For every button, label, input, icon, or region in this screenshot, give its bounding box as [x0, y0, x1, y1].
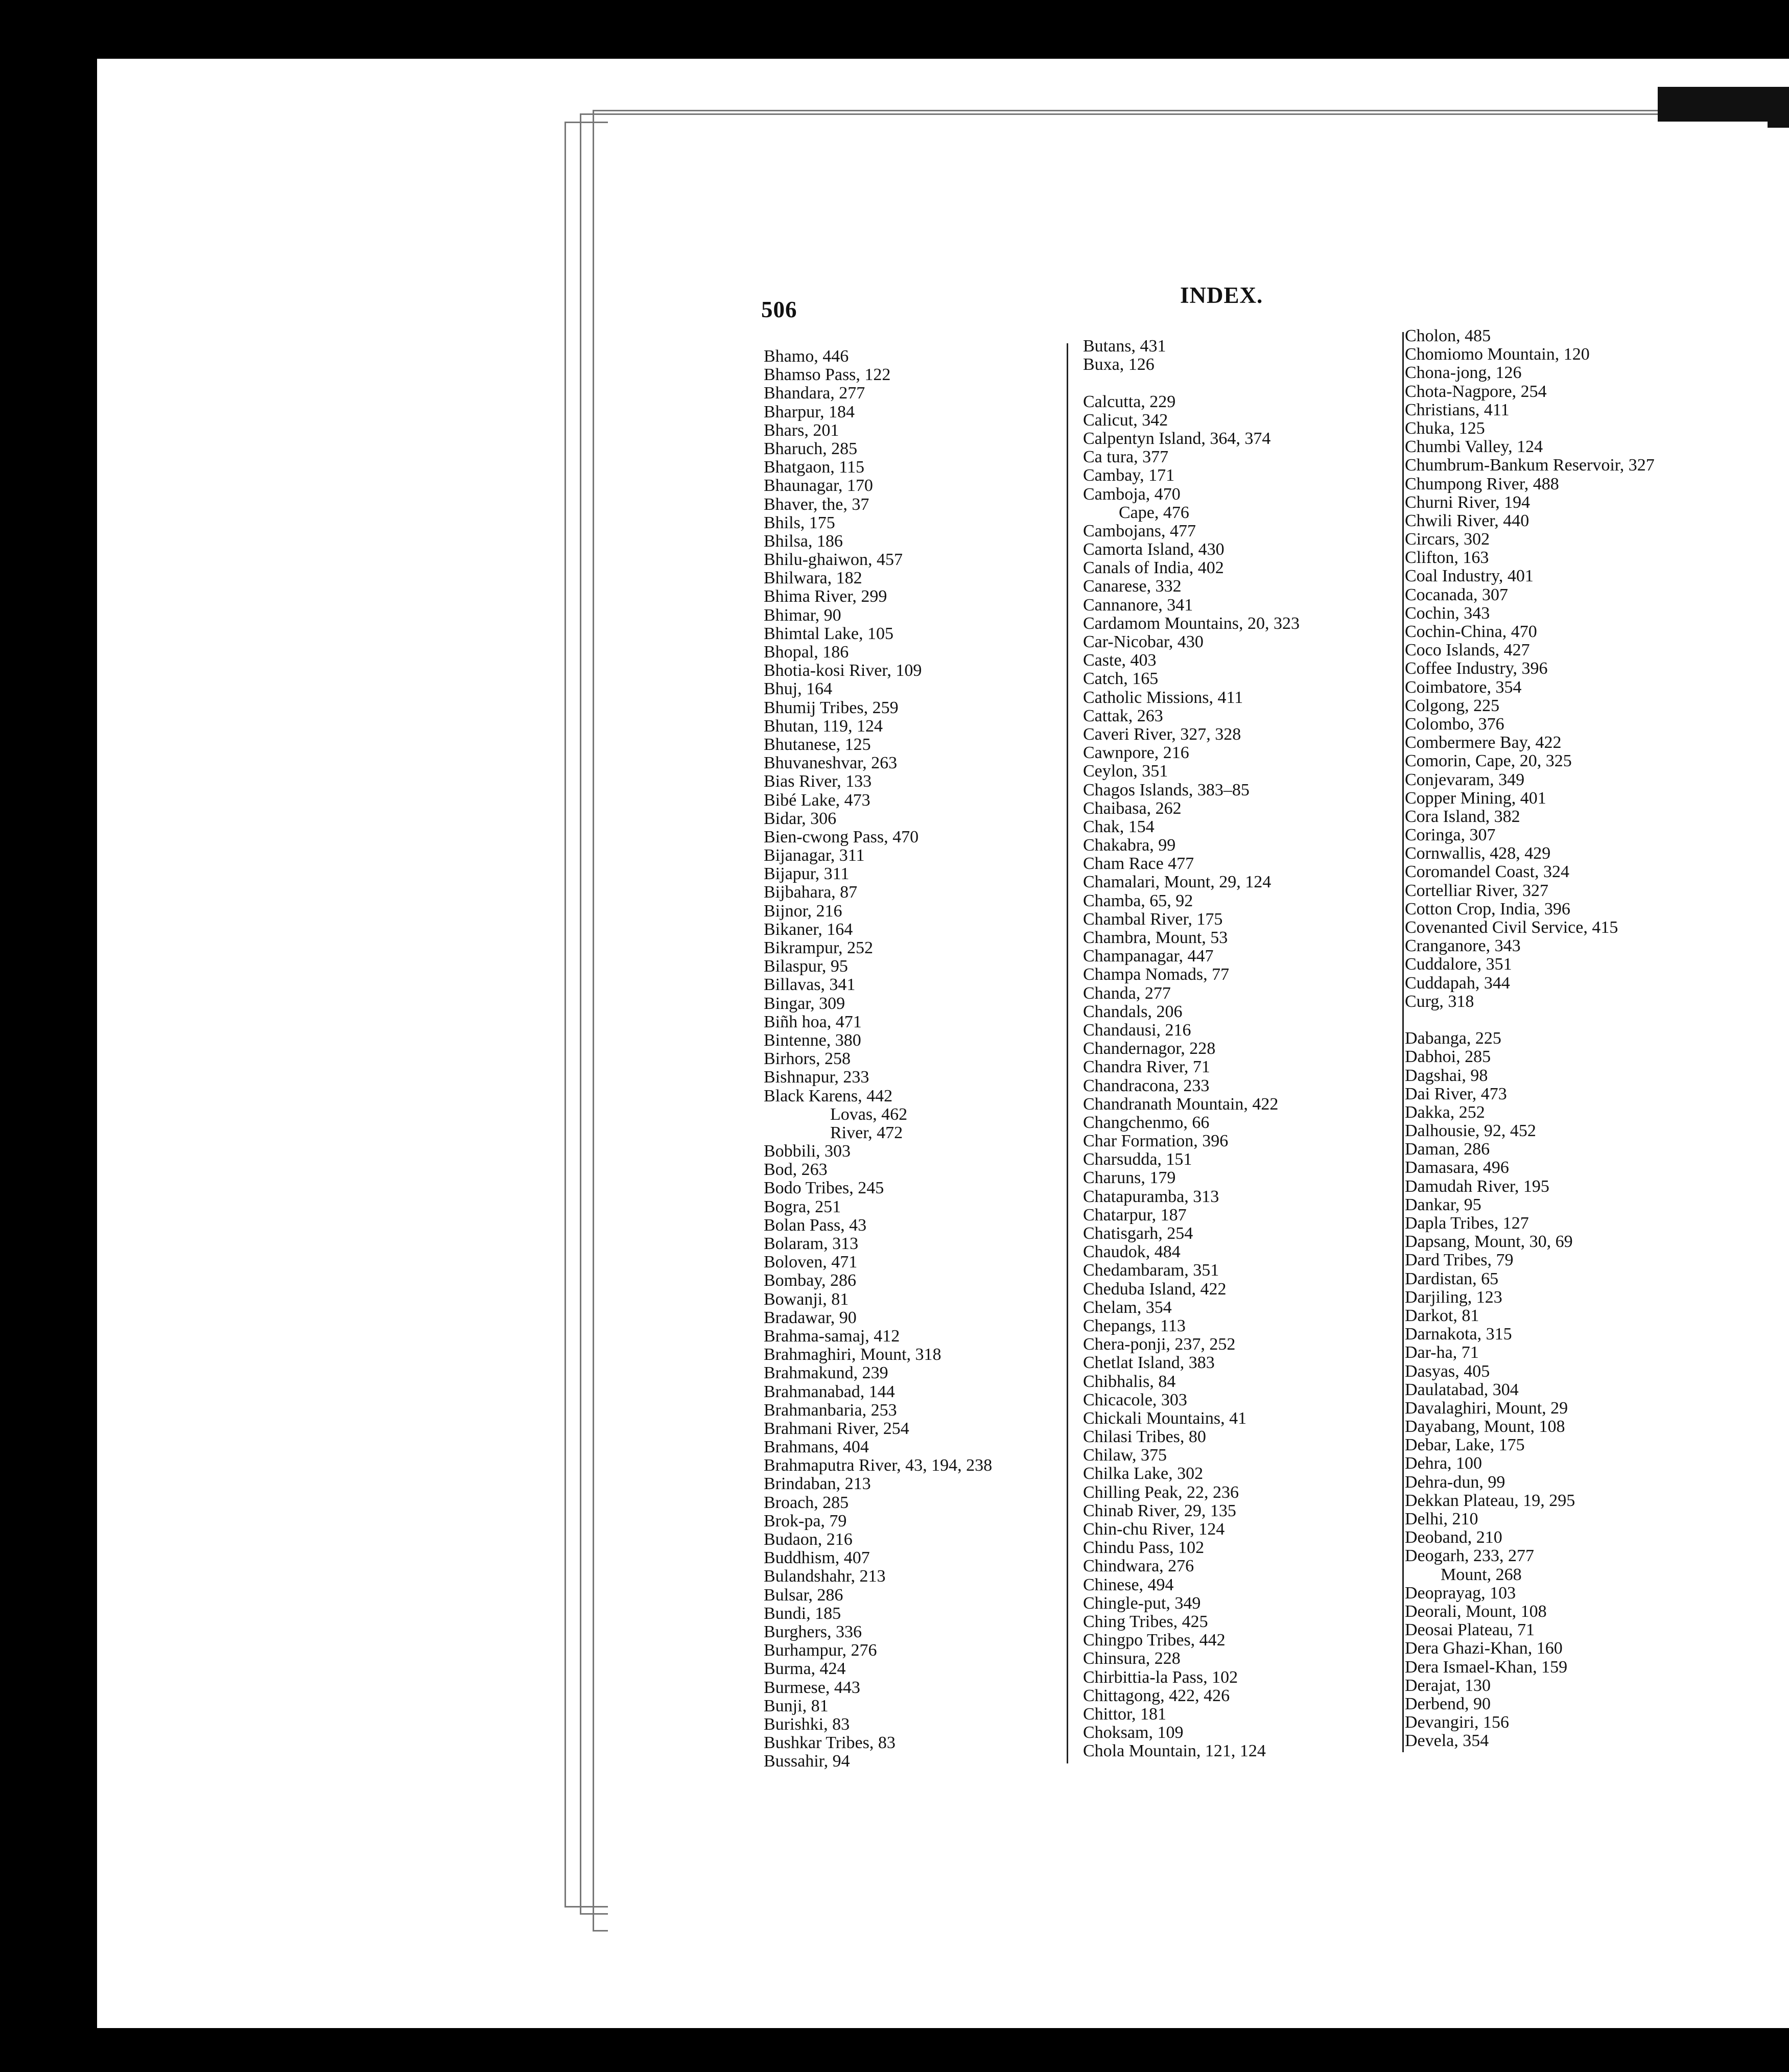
index-entry: Champanagar, 447: [1083, 947, 1214, 966]
index-entry: Dehra-dun, 99: [1405, 1472, 1505, 1492]
index-entry: Comorin, Cape, 20, 325: [1405, 751, 1572, 771]
entry-gap: [1405, 1011, 1655, 1029]
index-entry: Bolan Pass, 43: [764, 1215, 867, 1235]
index-entry: Dera Ismael-Khan, 159: [1405, 1657, 1568, 1677]
index-entry: Coco Islands, 427: [1405, 641, 1530, 660]
index-entry: Bintenne, 380: [764, 1030, 861, 1050]
index-entry: Chedambaram, 351: [1083, 1261, 1219, 1280]
index-entry: Broach, 285: [764, 1493, 849, 1512]
index-entry: Ching Tribes, 425: [1083, 1612, 1208, 1631]
index-entry: Chittagong, 422, 426: [1083, 1686, 1230, 1705]
index-entry: Ceylon, 351: [1083, 762, 1168, 781]
index-entry: Brahmaghiri, Mount, 318: [764, 1345, 941, 1364]
index-entry: Bhars, 201: [764, 420, 839, 440]
index-entry: Catch, 165: [1083, 669, 1159, 689]
index-entry: Bijbahara, 87: [764, 883, 858, 902]
index-entry: Bingar, 309: [764, 994, 845, 1013]
index-entry: Bhimtal Lake, 105: [764, 624, 894, 643]
index-entry: Canals of India, 402: [1083, 558, 1224, 578]
index-entry: Cham Race 477: [1083, 854, 1194, 874]
index-entry: Chicacole, 303: [1083, 1390, 1187, 1409]
index-entry: Chamba, 65, 92: [1083, 891, 1193, 910]
index-entry: Billavas, 341: [764, 975, 856, 995]
index-entry: Cape, 476: [1119, 503, 1189, 522]
index-entry: Bhilsa, 186: [764, 531, 843, 551]
index-column-2: [1083, 337, 1300, 1760]
index-entry: Bunji, 81: [764, 1696, 829, 1715]
index-entry: Chingle-put, 349: [1083, 1593, 1201, 1613]
index-entry: Chilasi Tribes, 80: [1083, 1427, 1206, 1447]
index-entry: Choksam, 109: [1083, 1723, 1184, 1743]
index-entry: Bobbili, 303: [764, 1142, 851, 1161]
index-entry: River, 472: [830, 1123, 903, 1142]
index-entry: Bikrampur, 252: [764, 938, 873, 957]
index-entry: Chola Mountain, 121, 124: [1083, 1741, 1266, 1761]
index-entry: Dekkan Plateau, 19, 295: [1405, 1491, 1575, 1510]
index-entry: Dakka, 252: [1405, 1102, 1485, 1122]
index-entry: Dehra, 100: [1405, 1454, 1482, 1473]
index-entry: Bulandshahr, 213: [764, 1567, 886, 1586]
column-rule: [1067, 343, 1068, 1763]
index-entry: Birhors, 258: [764, 1049, 851, 1069]
index-entry: Chambra, Mount, 53: [1083, 928, 1228, 947]
index-entry: Colombo, 376: [1405, 714, 1504, 734]
index-entry: Bijanagar, 311: [764, 846, 865, 865]
index-entry: Bhotia-kosi River, 109: [764, 661, 922, 680]
index-entry: Ca tura, 377: [1083, 448, 1169, 467]
index-entry: Covenanted Civil Service, 415: [1405, 918, 1618, 937]
index-entry: Bulsar, 286: [764, 1585, 843, 1605]
index-entry: Bikaner, 164: [764, 920, 853, 939]
index-entry: Bhamo, 446: [764, 347, 849, 366]
index-entry: Chak, 154: [1083, 817, 1155, 836]
index-entry: Bhaunagar, 170: [764, 476, 873, 496]
index-entry: Bod, 263: [764, 1160, 828, 1180]
index-entry: Calicut, 342: [1083, 410, 1168, 430]
index-entry: Chandranath Mountain, 422: [1083, 1094, 1279, 1114]
index-entry: Derajat, 130: [1405, 1676, 1491, 1695]
index-entry: Debar, Lake, 175: [1405, 1435, 1525, 1455]
index-entry: Deoprayag, 103: [1405, 1583, 1516, 1603]
index-entry: Camboja, 470: [1083, 484, 1181, 504]
index-entry: Chilling Peak, 22, 236: [1083, 1482, 1239, 1502]
index-column-1: [764, 347, 992, 1771]
index-entry: Brok-pa, 79: [764, 1511, 847, 1531]
index-entry: Bundi, 185: [764, 1604, 841, 1623]
index-entry: Chambal River, 175: [1083, 909, 1223, 929]
index-entry: Buxa, 126: [1083, 355, 1155, 374]
index-entry: Burghers, 336: [764, 1622, 862, 1641]
column-rule: [1402, 332, 1404, 1752]
index-entry: Dapsang, Mount, 30, 69: [1405, 1232, 1573, 1252]
index-entry: Cocanada, 307: [1405, 585, 1509, 604]
index-entry: Churni River, 194: [1405, 492, 1531, 512]
index-entry: Chandracona, 233: [1083, 1076, 1210, 1095]
index-entry: Bowanji, 81: [764, 1289, 849, 1309]
index-entry: Chuka, 125: [1405, 418, 1485, 438]
index-entry: Cranganore, 343: [1405, 936, 1521, 956]
index-entry: Chindwara, 276: [1083, 1557, 1194, 1576]
index-entry: Catholic Missions, 411: [1083, 688, 1243, 707]
index-entry: Bradawar, 90: [764, 1308, 857, 1327]
index-entry: Bhuvaneshvar, 263: [764, 754, 898, 773]
index-entry: Bhutan, 119, 124: [764, 716, 883, 736]
index-entry: Burma, 424: [764, 1659, 846, 1679]
index-entry: Chota-Nagpore, 254: [1405, 382, 1547, 401]
index-entry: Chumpong River, 488: [1405, 474, 1559, 493]
index-entry: Cambay, 171: [1083, 466, 1175, 485]
index-entry: Bhuj, 164: [764, 679, 833, 699]
index-entry: Daulatabad, 304: [1405, 1380, 1519, 1399]
index-entry: Coal Industry, 401: [1405, 567, 1534, 586]
index-entry: Char Formation, 396: [1083, 1132, 1229, 1151]
index-entry: Clifton, 163: [1405, 548, 1489, 568]
index-entry: Copper Mining, 401: [1405, 788, 1546, 808]
index-entry: Bhutanese, 125: [764, 735, 871, 754]
index-entry: Charuns, 179: [1083, 1168, 1176, 1188]
index-entry: Chagos Islands, 383–85: [1083, 780, 1250, 799]
index-entry: Dankar, 95: [1405, 1195, 1481, 1214]
index-entry: Brindaban, 213: [764, 1474, 871, 1494]
index-entry: Devela, 354: [1405, 1731, 1489, 1751]
index-entry: Chingpo Tribes, 442: [1083, 1631, 1226, 1650]
index-entry: Delhi, 210: [1405, 1510, 1478, 1528]
index-entry: Bhandara, 277: [764, 384, 865, 403]
index-entry: Conjevaram, 349: [1405, 770, 1525, 789]
page-title: INDEX.: [1180, 282, 1263, 308]
index-entry: Chickali Mountains, 41: [1083, 1408, 1247, 1428]
index-entry: Cardamom Mountains, 20, 323: [1083, 614, 1300, 633]
index-entry: Cawnpore, 216: [1083, 743, 1189, 763]
index-entry: Cortelliar River, 327: [1405, 881, 1548, 900]
index-entry: Dai River, 473: [1405, 1084, 1507, 1103]
index-entry: Chatisgarh, 254: [1083, 1224, 1193, 1243]
index-entry: Bhopal, 186: [764, 643, 849, 662]
index-entry: Bhilu-ghaiwon, 457: [764, 550, 903, 570]
index-entry: Deoband, 210: [1405, 1528, 1502, 1547]
index-entry: Damasara, 496: [1405, 1158, 1509, 1178]
index-entry: Bilaspur, 95: [764, 957, 848, 976]
index-entry: Coromandel Coast, 324: [1405, 862, 1570, 882]
index-entry: Black Karens, 442: [764, 1086, 893, 1105]
index-entry: Darjiling, 123: [1405, 1287, 1502, 1307]
index-entry: Bushkar Tribes, 83: [764, 1733, 896, 1753]
index-entry: Dagshai, 98: [1405, 1066, 1488, 1085]
index-entry: Cuddalore, 351: [1405, 955, 1512, 974]
index-entry: Bijapur, 311: [764, 864, 850, 884]
index-entry: Caveri River, 327, 328: [1083, 724, 1241, 744]
index-entry: Dasyas, 405: [1405, 1361, 1490, 1381]
index-entry: Colgong, 225: [1405, 696, 1500, 715]
page-number: 506: [761, 297, 797, 322]
index-entry: Burishki, 83: [764, 1714, 850, 1734]
index-entry: Caste, 403: [1083, 651, 1157, 670]
index-entry: Chindu Pass, 102: [1083, 1538, 1205, 1558]
index-entry: Bhamso Pass, 122: [764, 365, 891, 385]
index-entry: Burmese, 443: [764, 1678, 860, 1697]
index-entry: Bhilwara, 182: [764, 569, 862, 588]
index-entry: Chumbrum-Bankum Reservoir, 327: [1405, 456, 1655, 475]
index-entry: Combermere Bay, 422: [1405, 733, 1562, 752]
index-entry: Charsudda, 151: [1083, 1150, 1192, 1169]
index-entry: Darkot, 81: [1405, 1306, 1479, 1325]
index-entry: Bogra, 251: [764, 1197, 841, 1216]
index-entry: Dabhoi, 285: [1405, 1047, 1491, 1067]
index-entry: Brahmakund, 239: [764, 1363, 888, 1383]
index-entry: Chomiomo Mountain, 120: [1405, 345, 1590, 364]
index-entry: Chatapuramba, 313: [1083, 1187, 1219, 1206]
index-entry: Cora Island, 382: [1405, 807, 1520, 826]
index-entry: Cochin, 343: [1405, 603, 1490, 623]
index-entry: Bhimar, 90: [764, 605, 841, 625]
index-entry: Cochin-China, 470: [1405, 622, 1537, 641]
index-entry: Chetlat Island, 383: [1083, 1353, 1215, 1373]
index-entry: Bhils, 175: [764, 513, 835, 532]
index-entry: Bijnor, 216: [764, 901, 842, 921]
index-entry: Dapla Tribes, 127: [1405, 1214, 1529, 1233]
index-entry: Chakabra, 99: [1083, 836, 1176, 855]
index-entry: Bias River, 133: [764, 772, 872, 791]
index-entry: Brahmanbaria, 253: [764, 1400, 897, 1420]
index-entry: Christians, 411: [1405, 400, 1510, 419]
index-entry: Champa Nomads, 77: [1083, 965, 1230, 984]
index-entry: Chaibasa, 262: [1083, 798, 1182, 818]
index-entry: Bishnapur, 233: [764, 1068, 869, 1087]
index-entry: Bodo Tribes, 245: [764, 1179, 884, 1198]
index-entry: Cambojans, 477: [1083, 521, 1196, 540]
index-entry: Deogarh, 233, 277: [1405, 1546, 1535, 1566]
index-entry: Bidar, 306: [764, 809, 837, 828]
index-entry: Chinese, 494: [1083, 1575, 1174, 1594]
index-entry: Chamalari, Mount, 29, 124: [1083, 873, 1272, 892]
index-entry: Chilaw, 375: [1083, 1446, 1167, 1465]
index-entry: Bussahir, 94: [764, 1752, 850, 1771]
index-entry: Chona-jong, 126: [1405, 363, 1522, 383]
index-entry: Derbend, 90: [1405, 1694, 1491, 1713]
index-entry: Chittor, 181: [1083, 1704, 1166, 1724]
index-entry: Devangiri, 156: [1405, 1713, 1509, 1732]
index-entry: Buddhism, 407: [764, 1548, 870, 1568]
index-entry: Chandausi, 216: [1083, 1020, 1191, 1040]
index-entry: Chibhalis, 84: [1083, 1372, 1176, 1391]
index-entry: Chandals, 206: [1083, 1002, 1183, 1021]
index-entry: Dar-ha, 71: [1405, 1343, 1479, 1362]
index-entry: Calpentyn Island, 364, 374: [1083, 429, 1271, 448]
index-entry: Calcutta, 229: [1083, 392, 1176, 411]
index-entry: Mount, 268: [1441, 1565, 1522, 1584]
index-entry: Brahmani River, 254: [764, 1419, 909, 1438]
index-column-3: [1405, 327, 1655, 1750]
index-entry: Bibé Lake, 473: [764, 790, 870, 810]
index-entry: Brahmanabad, 144: [764, 1382, 895, 1401]
index-entry: Bhima River, 299: [764, 587, 887, 606]
index-entry: Chera-ponji, 237, 252: [1083, 1335, 1236, 1354]
index-entry: Canarese, 332: [1083, 577, 1182, 596]
index-entry: Curg, 318: [1405, 992, 1474, 1011]
index-entry: Bhatgaon, 115: [764, 458, 865, 477]
index-entry: Chelam, 354: [1083, 1298, 1172, 1317]
index-entry: Brahmans, 404: [764, 1438, 869, 1457]
index-entry: Dard Tribes, 79: [1405, 1251, 1514, 1270]
index-entry: Chinsura, 228: [1083, 1649, 1181, 1668]
index-entry: Coimbatore, 354: [1405, 677, 1522, 697]
index-entry: Car-Nicobar, 430: [1083, 632, 1204, 651]
index-entry: Cattak, 263: [1083, 706, 1163, 725]
index-entry: Dardistan, 65: [1405, 1269, 1499, 1288]
index-entry: Chaudok, 484: [1083, 1242, 1181, 1262]
index-entry: Cheduba Island, 422: [1083, 1279, 1227, 1299]
index-entry: Darnakota, 315: [1405, 1325, 1512, 1344]
index-entry: Chumbi Valley, 124: [1405, 437, 1543, 457]
index-entry: Butans, 431: [1083, 337, 1166, 356]
index-entry: Camorta Island, 430: [1083, 540, 1225, 559]
index-entry: Circars, 302: [1405, 530, 1490, 549]
index-entry: Cotton Crop, India, 396: [1405, 899, 1570, 919]
index-entry: Biñh hoa, 471: [764, 1012, 862, 1031]
index-entry: Chilka Lake, 302: [1083, 1464, 1204, 1484]
index-entry: Cannanore, 341: [1083, 595, 1193, 615]
index-entry: Bombay, 286: [764, 1271, 857, 1290]
index-entry: Deorali, Mount, 108: [1405, 1602, 1547, 1621]
index-entry: Daman, 286: [1405, 1140, 1490, 1159]
index-entry: Dera Ghazi-Khan, 160: [1405, 1639, 1563, 1658]
index-entry: Burhampur, 276: [764, 1641, 877, 1660]
index-entry: Cornwallis, 428, 429: [1405, 844, 1551, 863]
index-entry: Changchenmo, 66: [1083, 1113, 1210, 1132]
index-entry: Coffee Industry, 396: [1405, 659, 1548, 678]
index-entry: Dabanga, 225: [1405, 1029, 1501, 1048]
index-entry: Damudah River, 195: [1405, 1176, 1549, 1196]
index-entry: Chirbittia-la Pass, 102: [1083, 1667, 1238, 1687]
index-entry: Chandra River, 71: [1083, 1057, 1210, 1077]
index-entry: Chepangs, 113: [1083, 1316, 1186, 1335]
index-entry: Chwili River, 440: [1405, 511, 1529, 530]
index-entry: Lovas, 462: [830, 1104, 908, 1124]
index-entry: Bien-cwong Pass, 470: [764, 827, 919, 846]
index-entry: Brahmaputra River, 43, 194, 238: [764, 1456, 993, 1475]
index-entry: Chin-chu River, 124: [1083, 1520, 1225, 1539]
index-entry: Boloven, 471: [764, 1253, 858, 1272]
index-entry: Chandernagor, 228: [1083, 1039, 1216, 1058]
index-entry: Coringa, 307: [1405, 826, 1496, 845]
index-entry: Cholon, 485: [1405, 326, 1491, 345]
index-entry: Chatarpur, 187: [1083, 1205, 1187, 1225]
index-entry: Chinab River, 29, 135: [1083, 1501, 1236, 1520]
index-entry: Brahma-samaj, 412: [764, 1326, 900, 1346]
index-entry: Deosai Plateau, 71: [1405, 1620, 1535, 1640]
index-entry: Bolaram, 313: [764, 1234, 859, 1253]
index-entry: Bharuch, 285: [764, 439, 858, 458]
index-entry: Chanda, 277: [1083, 983, 1171, 1003]
index-entry: Bhumij Tribes, 259: [764, 698, 899, 717]
index-entry: Dayabang, Mount, 108: [1405, 1417, 1565, 1437]
entry-gap: [1083, 374, 1300, 392]
index-entry: Dalhousie, 92, 452: [1405, 1121, 1536, 1141]
index-entry: Davalaghiri, Mount, 29: [1405, 1398, 1568, 1418]
index-entry: Cuddapah, 344: [1405, 973, 1510, 993]
index-entry: Bhaver, the, 37: [764, 495, 869, 514]
index-entry: Budaon, 216: [764, 1530, 853, 1549]
index-entry: Bharpur, 184: [764, 402, 855, 421]
